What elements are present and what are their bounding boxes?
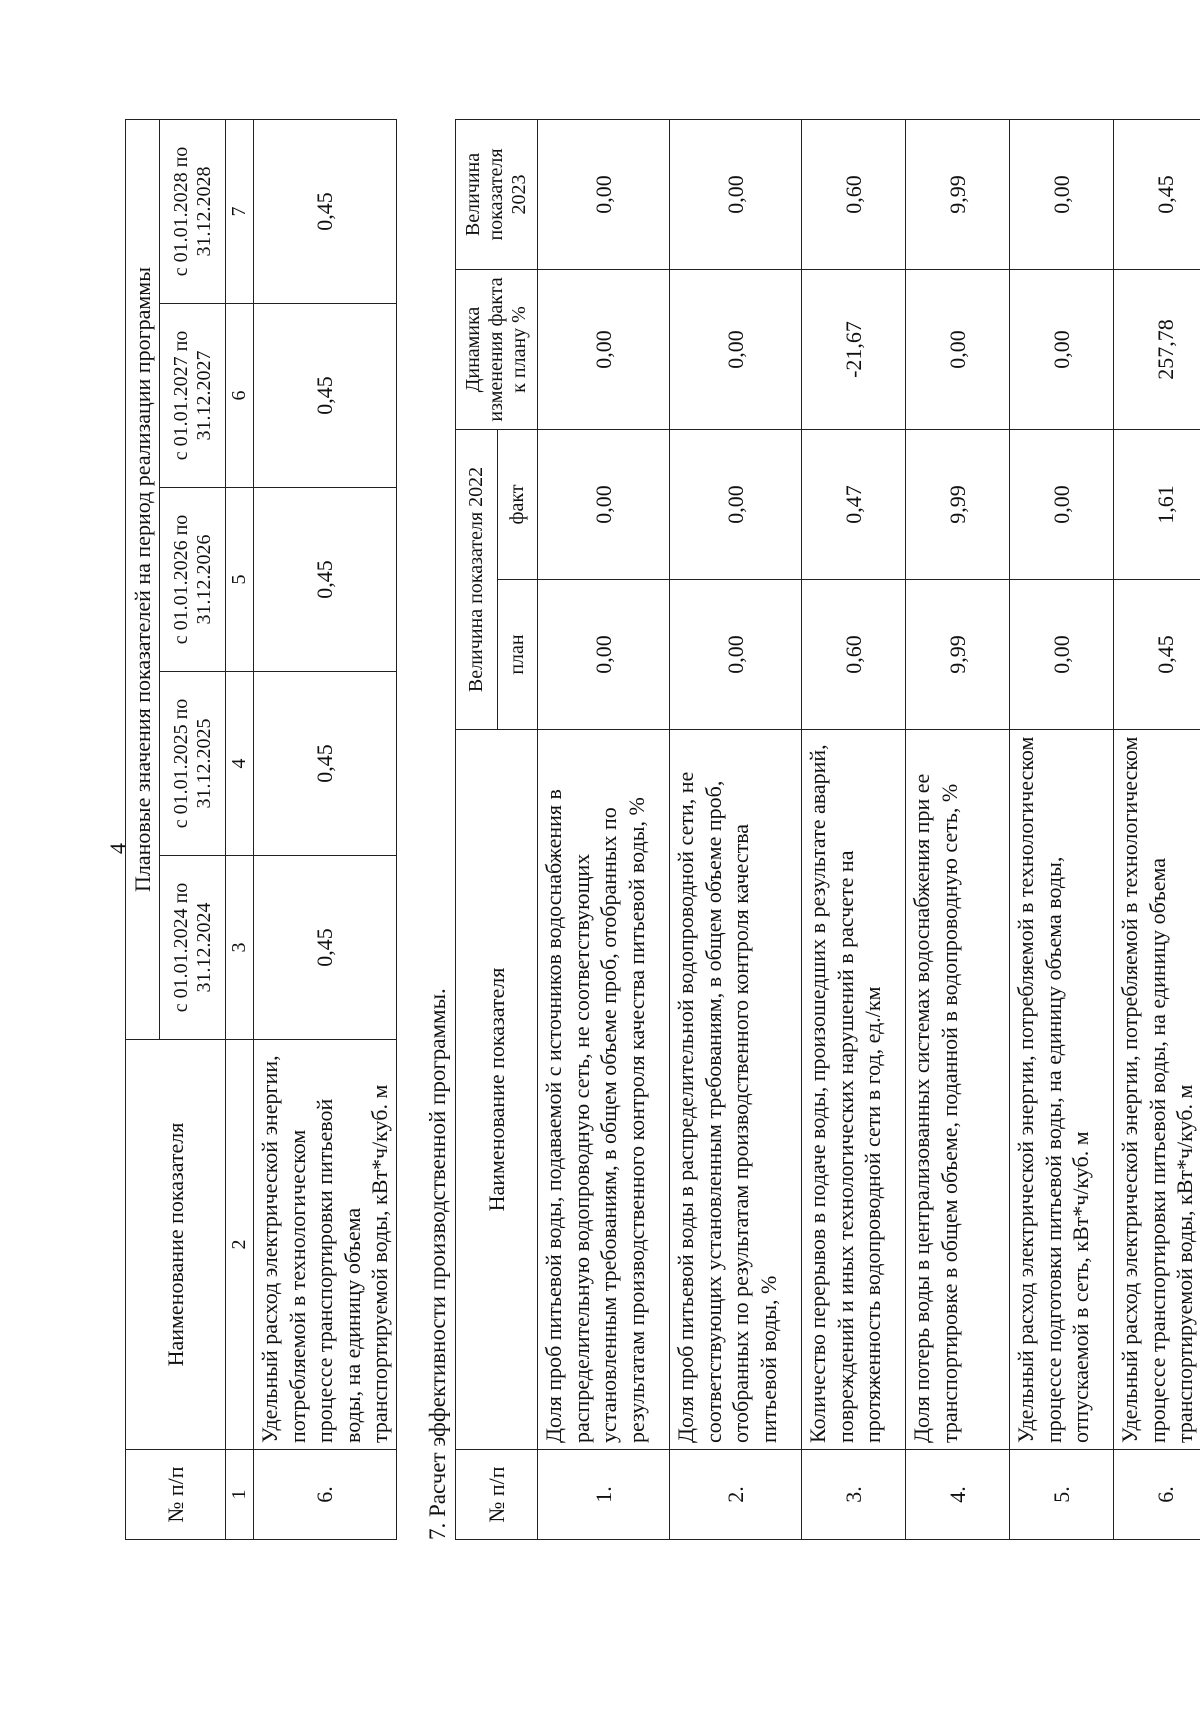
fact-cell: 9,99 bbox=[906, 429, 1010, 579]
col-number: 6 bbox=[226, 304, 254, 488]
table-row bbox=[1010, 119, 1114, 1539]
dynamics-cell: 0,00 bbox=[538, 269, 670, 429]
plan-cell: 0,45 bbox=[1114, 580, 1200, 730]
indicator-name: Удельный расход электрической энергии, потребляемой в технологическом процессе транспортировки питьевой воды, на единицу объема транспортируемой воды, кВт*ч/куб. м bbox=[254, 1040, 397, 1450]
period-3: с 01.01.2026 по 31.12.2026 bbox=[160, 488, 226, 672]
header-2022: Величина показателя 2022 bbox=[456, 429, 498, 729]
row-number: 5. bbox=[1010, 1450, 1114, 1540]
fact-cell: 0,00 bbox=[670, 429, 802, 579]
col-number: 4 bbox=[226, 672, 254, 856]
indicator-name: Удельный расход электрической энергии, потребляемой в технологическом процессе подготовки питьевой воды, на единицу объема воды, отпускаемой в сеть, кВт*ч/куб. м bbox=[1010, 730, 1114, 1450]
dynamics-cell: -21,67 bbox=[802, 269, 906, 429]
period-2: с 01.01.2025 по 31.12.2025 bbox=[160, 672, 226, 856]
value-cell: 0,45 bbox=[254, 856, 397, 1040]
col-number: 2 bbox=[226, 1040, 254, 1450]
plan-cell: 0,00 bbox=[1010, 580, 1114, 730]
fact-cell: 0,00 bbox=[538, 429, 670, 579]
row-number: 1. bbox=[538, 1450, 670, 1540]
dynamics-cell: 0,00 bbox=[906, 269, 1010, 429]
header-number: № п/п bbox=[456, 1450, 538, 1540]
header-period: Плановые значения показателей на период реализации программы bbox=[126, 119, 160, 1039]
table-row bbox=[1114, 119, 1200, 1539]
dynamics-cell: 257,78 bbox=[1114, 269, 1200, 429]
header-plan: план bbox=[498, 580, 538, 730]
col-number: 7 bbox=[226, 119, 254, 303]
planned-indicators-table bbox=[125, 119, 397, 1540]
table-row bbox=[538, 119, 670, 1539]
value-2023-cell: 9,99 bbox=[906, 119, 1010, 269]
col-number: 5 bbox=[226, 488, 254, 672]
indicator-name: Доля проб питьевой воды в распределительной водопроводной сети, не соответствующих установленным требованиям, в общем объеме проб, отобранных по результатам производственного контроля качества питьевой воды, % bbox=[670, 730, 802, 1450]
rotated-content bbox=[105, 120, 1197, 1540]
period-4: с 01.01.2027 по 31.12.2027 bbox=[160, 304, 226, 488]
header-fact: факт bbox=[498, 429, 538, 579]
indicator-name: Количество перерывов в подаче воды, произошедших в результате аварий, повреждений и иных технологических нарушений в расчете на протяженность водопроводной сети в год, ед./км bbox=[802, 730, 906, 1450]
value-cell: 0,45 bbox=[254, 672, 397, 856]
table-row bbox=[906, 119, 1010, 1539]
value-cell: 0,45 bbox=[254, 488, 397, 672]
table-row bbox=[802, 119, 906, 1539]
row-number: 2. bbox=[670, 1450, 802, 1540]
row-number: 6. bbox=[1114, 1450, 1200, 1540]
header-name: Наименование показателя bbox=[126, 1040, 226, 1450]
dynamics-cell: 0,00 bbox=[670, 269, 802, 429]
dynamics-cell: 0,00 bbox=[1010, 269, 1114, 429]
plan-cell: 0,00 bbox=[538, 580, 670, 730]
header-name: Наименование показателя bbox=[456, 730, 538, 1450]
fact-cell: 0,00 bbox=[1010, 429, 1114, 579]
fact-cell: 0,47 bbox=[802, 429, 906, 579]
period-5: с 01.01.2028 по 31.12.2028 bbox=[160, 119, 226, 303]
row-number: 4. bbox=[906, 1450, 1010, 1540]
header-dynamics: Динамика изменения факта к плану % bbox=[456, 269, 538, 429]
indicator-name: Доля проб питьевой воды, подаваемой с источников водоснабжения в распределительную водопроводную сеть, не соответствующих установленным требованиям, в общем объеме проб, отобранных по результатам производственного контроля качества питьевой воды, % bbox=[538, 730, 670, 1450]
header-2023: Величина показателя 2023 bbox=[456, 119, 538, 269]
row-number: 6. bbox=[254, 1450, 397, 1540]
value-2023-cell: 0,60 bbox=[802, 119, 906, 269]
value-cell: 0,45 bbox=[254, 119, 397, 303]
row-number: 3. bbox=[802, 1450, 906, 1540]
page-number: 4 bbox=[105, 843, 130, 854]
period-1: с 01.01.2024 по 31.12.2024 bbox=[160, 856, 226, 1040]
efficiency-table bbox=[455, 119, 1200, 1540]
indicator-name: Доля потерь воды в централизованных системах водоснабжения при ее транспортировке в общем объеме, поданной в водопроводную сеть, % bbox=[906, 730, 1010, 1450]
value-2023-cell: 0,45 bbox=[1114, 119, 1200, 269]
header-number: № п/п bbox=[126, 1450, 226, 1540]
value-2023-cell: 0,00 bbox=[538, 119, 670, 269]
fact-cell: 1,61 bbox=[1114, 429, 1200, 579]
indicator-name: Удельный расход электрической энергии, потребляемой в технологическом процессе транспортировки питьевой воды, на единицу объема транспортируемой воды, кВт*ч/куб. м bbox=[1114, 730, 1200, 1450]
plan-cell: 0,00 bbox=[670, 580, 802, 730]
value-cell: 0,45 bbox=[254, 304, 397, 488]
table-row bbox=[254, 119, 397, 1539]
col-number: 3 bbox=[226, 856, 254, 1040]
section-caption: 7. Расчет эффективности производственной программы. bbox=[425, 988, 450, 1540]
plan-cell: 0,60 bbox=[802, 580, 906, 730]
plan-cell: 9,99 bbox=[906, 580, 1010, 730]
table-row bbox=[670, 119, 802, 1539]
value-2023-cell: 0,00 bbox=[670, 119, 802, 269]
value-2023-cell: 0,00 bbox=[1010, 119, 1114, 269]
col-number: 1 bbox=[226, 1450, 254, 1540]
